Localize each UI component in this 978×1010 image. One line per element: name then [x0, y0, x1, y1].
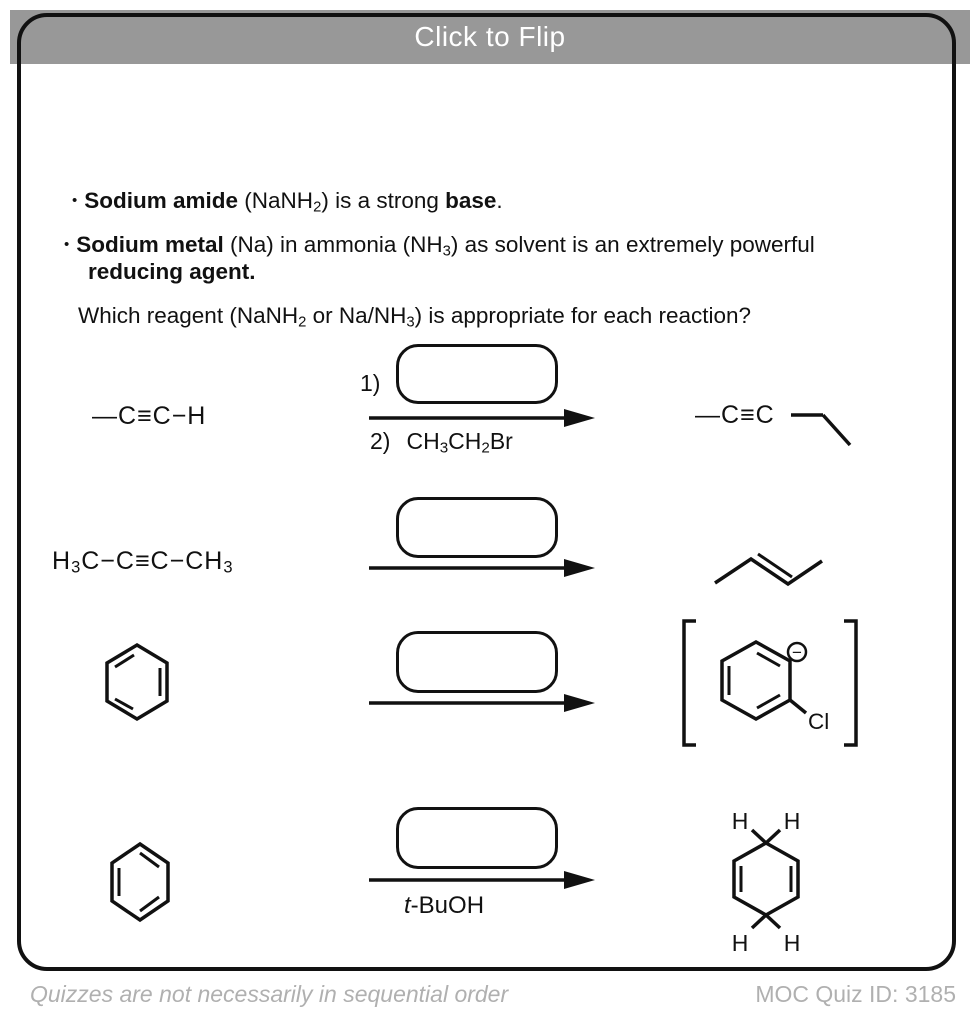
reagent-blank-3[interactable]	[396, 631, 558, 693]
cyclohexadiene-ring	[734, 843, 798, 915]
product-1-formula: —C≡C	[695, 401, 775, 429]
reagent-blank-2[interactable]	[396, 497, 558, 558]
hydrogen-label: H	[731, 930, 749, 956]
reagent-blank-1[interactable]	[396, 344, 558, 404]
reaction-arrow-2	[368, 557, 596, 579]
step-2-reagent: 2) $CH_3CH_2Br$	[370, 428, 513, 457]
reactant-3-benzene-ring	[103, 641, 171, 723]
hydrogen-label: H	[731, 808, 749, 834]
product-2-trans-butene	[712, 547, 826, 589]
flip-banner-label: Click to Flip	[414, 21, 566, 52]
hydrogen-label: H	[783, 808, 801, 834]
product-4-cyclohexadiene	[718, 799, 818, 961]
product-3-aryl-anion-intermediate	[678, 616, 868, 751]
bullet-icon: •	[64, 236, 70, 253]
arrowhead-icon	[564, 694, 595, 712]
svg-text:−: −	[792, 643, 802, 662]
bullet-icon: •	[72, 192, 78, 209]
reaction-arrow-4	[368, 869, 596, 891]
note-sodium-metal-line2: reducing agent.	[88, 259, 256, 284]
reactant-4-benzene-ring	[108, 840, 172, 924]
product-1-ethyl-chain	[789, 403, 861, 449]
step-1-label: 1)	[360, 370, 381, 396]
quiz-id: MOC Quiz ID: 3185	[755, 981, 956, 1007]
reaction-arrow-1	[368, 407, 596, 429]
hydrogen-label: H	[783, 930, 801, 956]
arrowhead-icon	[564, 409, 595, 427]
question-text: Which reagent (NaNH$_2$ or $Na/NH_3$) is appropriate for each reaction?	[78, 303, 752, 331]
bracket-right	[844, 621, 856, 745]
chlorine-label: Cl	[808, 709, 830, 734]
carbon-chlorine-bond	[790, 700, 806, 713]
note-sodium-amide: • Sodium amide (NaNH$_2$) is a strong base.	[72, 188, 503, 216]
solvent-label: t-BuOH	[404, 892, 485, 919]
reactant-1-formula: —C≡C−H	[92, 402, 207, 430]
minus-charge-icon	[788, 643, 806, 662]
reaction-arrow-3	[368, 692, 596, 714]
arrowhead-icon	[564, 871, 595, 889]
benzene-ring	[722, 642, 790, 719]
bracket-left	[684, 621, 696, 745]
footer-note: Quizzes are not necessarily in sequential order	[30, 981, 509, 1007]
arrowhead-icon	[564, 559, 595, 577]
reagent-blank-4[interactable]	[396, 807, 558, 869]
note-sodium-metal: • Sodium metal (Na) in ammonia $(NH_3)$ as solvent is an extremely powerful	[64, 232, 815, 260]
reactant-2-formula: $H_3C-C\equiv C-CH_3$	[52, 547, 234, 577]
